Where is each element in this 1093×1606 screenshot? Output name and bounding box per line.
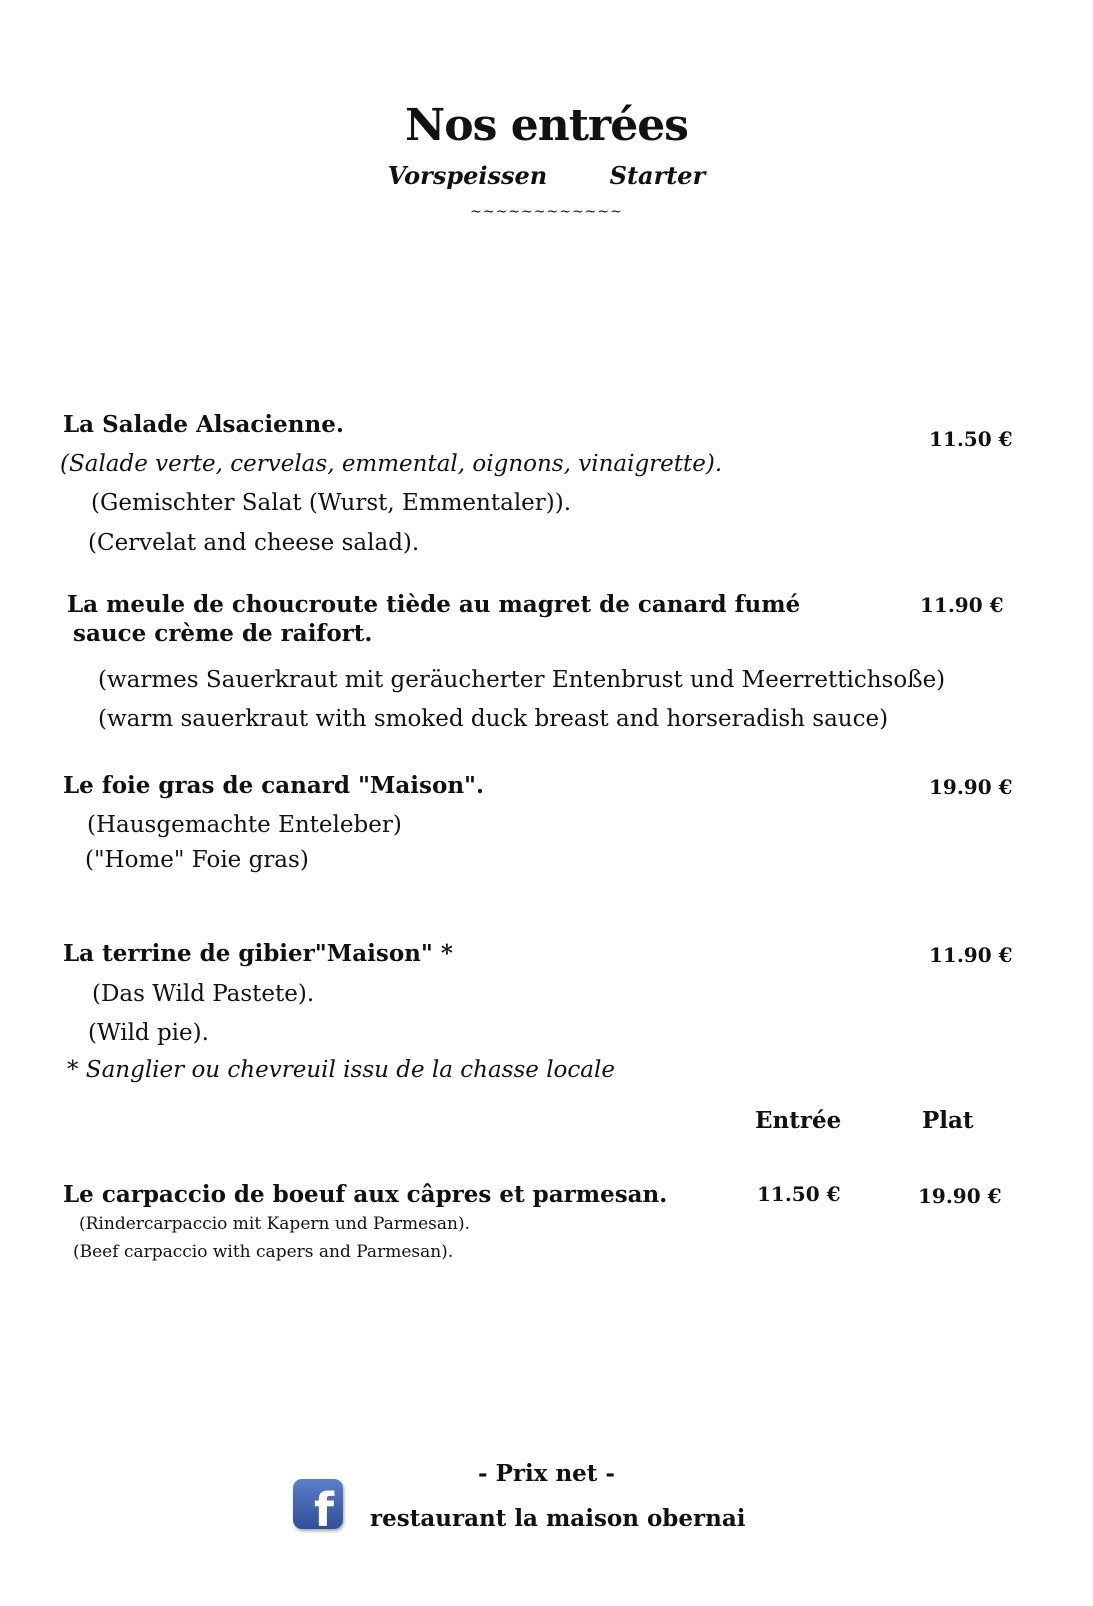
dish-name-choucroute-line2: sauce crème de raifort. (73, 620, 373, 647)
column-header-entree: Entrée (755, 1107, 842, 1134)
column-header-plat: Plat (922, 1107, 974, 1134)
dish-desc-en-terrine: (Wild pie). (88, 1020, 209, 1046)
title-separator: ~~~~~~~~~~~~ (470, 204, 623, 220)
dish-desc-fr-salade: (Salade verte, cervelas, emmental, oignons, vinaigrette). (60, 451, 723, 477)
price-net-note: - Prix net - (478, 1460, 615, 1487)
dish-name-choucroute-line1: La meule de choucroute tiède au magret de canard fumé (67, 591, 801, 618)
dish-price-foie-gras: 19.90 € (929, 775, 1013, 799)
dish-desc-de-carpaccio: (Rindercarpaccio mit Kapern und Parmesan). (79, 1214, 470, 1234)
subtitle-en: Starter (609, 161, 706, 190)
dish-desc-de-salade: (Gemischter Salat (Wurst, Emmentaler)). (91, 490, 572, 516)
dish-desc-de-foie-gras: (Hausgemachte Enteleber) (87, 812, 402, 838)
subtitle-de: Vorspeissen (387, 161, 548, 190)
facebook-glyph: f (313, 1483, 334, 1537)
dish-desc-en-choucroute: (warm sauerkraut with smoked duck breast and horseradish sauce) (98, 706, 889, 732)
dish-desc-de-choucroute: (warmes Sauerkraut mit geräucherter Entenbrust und Meerrettichsoße) (98, 667, 946, 693)
dish-name-salade: La Salade Alsacienne. (63, 411, 344, 438)
subtitle-row (0, 161, 1093, 190)
dish-price-terrine: 11.90 € (929, 943, 1013, 967)
dish-name-terrine: La terrine de gibier"Maison" * (63, 940, 453, 967)
dish-desc-en-carpaccio: (Beef carpaccio with capers and Parmesan). (73, 1242, 454, 1262)
dish-price-choucroute: 11.90 € (920, 593, 1004, 617)
dish-name-foie-gras: Le foie gras de canard "Maison". (63, 772, 485, 799)
restaurant-name: restaurant la maison obernai (370, 1505, 746, 1532)
dish-desc-en-foie-gras: ("Home" Foie gras) (85, 847, 309, 873)
facebook-icon[interactable] (293, 1479, 343, 1537)
dish-price-plat-carpaccio: 19.90 € (918, 1184, 1002, 1208)
dish-price-salade: 11.50 € (929, 427, 1013, 451)
dish-price-entree-carpaccio: 11.50 € (757, 1182, 841, 1206)
dish-note-terrine: * Sanglier ou chevreuil issu de la chasse locale (67, 1057, 615, 1083)
dish-desc-de-terrine: (Das Wild Pastete). (92, 981, 315, 1007)
page-title: Nos entrées (405, 100, 688, 151)
dish-name-carpaccio: Le carpaccio de boeuf aux câpres et parmesan. (63, 1181, 668, 1208)
dish-desc-en-salade: (Cervelat and cheese salad). (88, 530, 420, 556)
